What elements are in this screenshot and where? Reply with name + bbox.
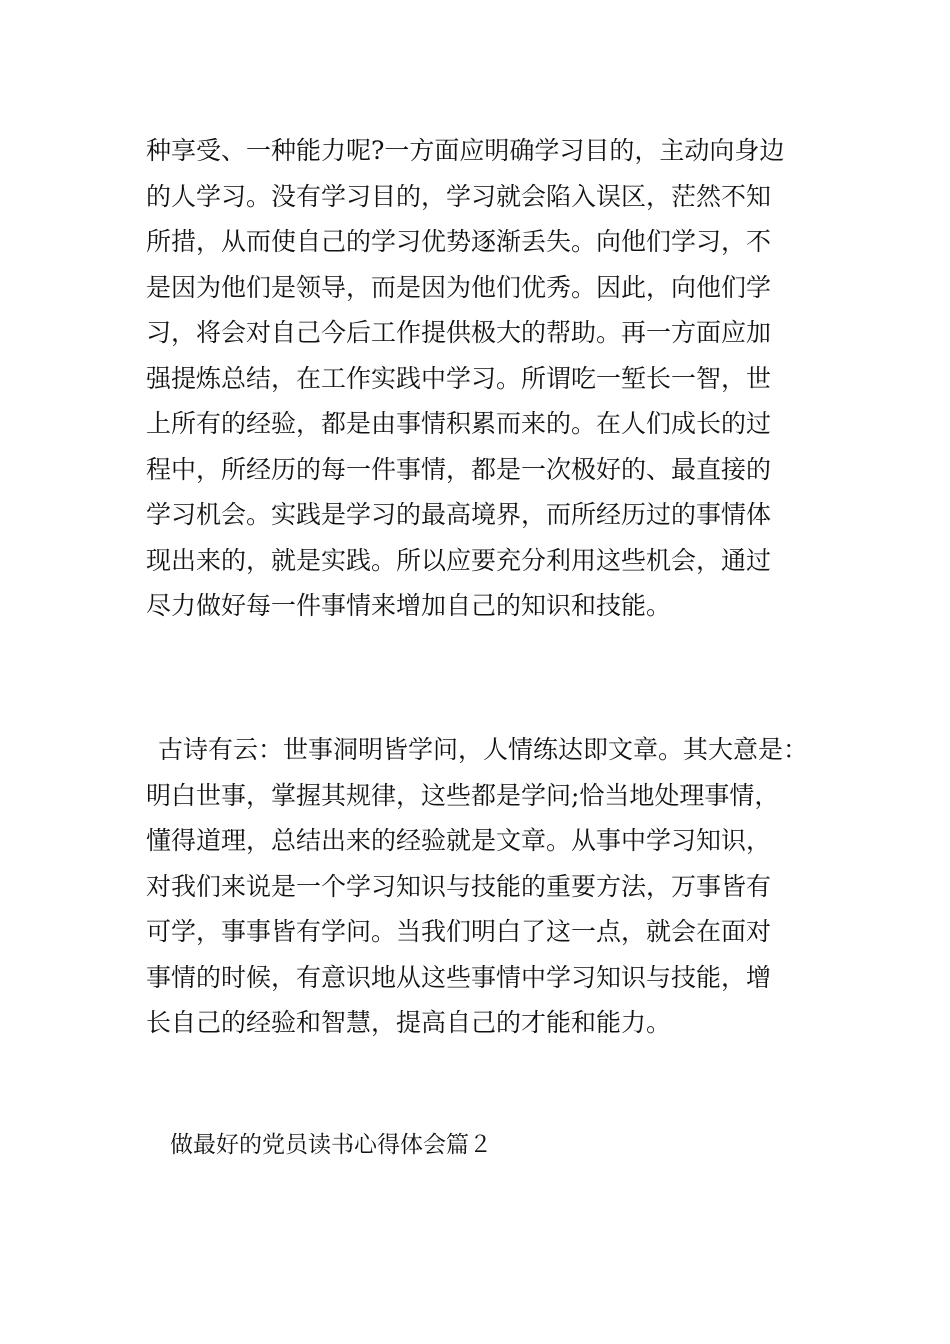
paragraph-2 bbox=[146, 727, 814, 1046]
text-line: 的人学习。没有学习目的，学习就会陷入误区，茫然不知 bbox=[146, 181, 772, 211]
text-line: 现出来的，就是实践。所以应要充分利用这些机会，通过 bbox=[146, 545, 772, 575]
text-line: 所措，从而使自己的学习优势逐渐丢失。向他们学习，不 bbox=[146, 227, 772, 256]
text-line: 事情的时候，有意识地从这些事情中学习知识与技能，增 bbox=[146, 962, 772, 992]
text-line: 强提炼总结，在工作实践中学习。所谓吃一堑长一智，世 bbox=[146, 363, 772, 393]
section-heading: 做最好的党员读书心得体会篇２ bbox=[170, 1132, 492, 1158]
text-line: 长自己的经验和智慧，提高自己的才能和能力。 bbox=[146, 1008, 672, 1037]
text-line: 上所有的经验，都是由事情积累而来的。在人们成长的过 bbox=[146, 409, 772, 438]
text-line: 可学，事事皆有学问。当我们明白了这一点，就会在面对 bbox=[146, 917, 772, 946]
text-line: 古诗有云：世事洞明皆学问，人情练达即文章。其大意是： bbox=[158, 735, 809, 764]
text-line: 是因为他们是领导，而是因为他们优秀。因此，向他们学 bbox=[146, 272, 772, 302]
text-line: 尽力做好每一件事情来增加自己的知识和技能。 bbox=[146, 591, 672, 620]
text-line: 程中，所经历的每一件事情，都是一次极好的、最直接的 bbox=[146, 454, 772, 484]
text-line: 对我们来说是一个学习知识与技能的重要方法，万事皆有 bbox=[146, 871, 772, 901]
text-line: 懂得道理，总结出来的经验就是文章。从事中学习知识， bbox=[146, 826, 772, 855]
text-line: 习，将会对自己今后工作提供极大的帮助。再一方面应加 bbox=[146, 318, 772, 347]
text-line: 学习机会。实践是学习的最高境界，而所经历过的事情体 bbox=[146, 500, 772, 529]
text-line: 种享受、一种能力呢?一方面应明确学习目的，主动向身边 bbox=[146, 136, 785, 165]
text-line: 明白世事，掌握其规律，这些都是学问;恰当地处理事情， bbox=[146, 780, 780, 810]
paragraph-1 bbox=[146, 128, 814, 629]
